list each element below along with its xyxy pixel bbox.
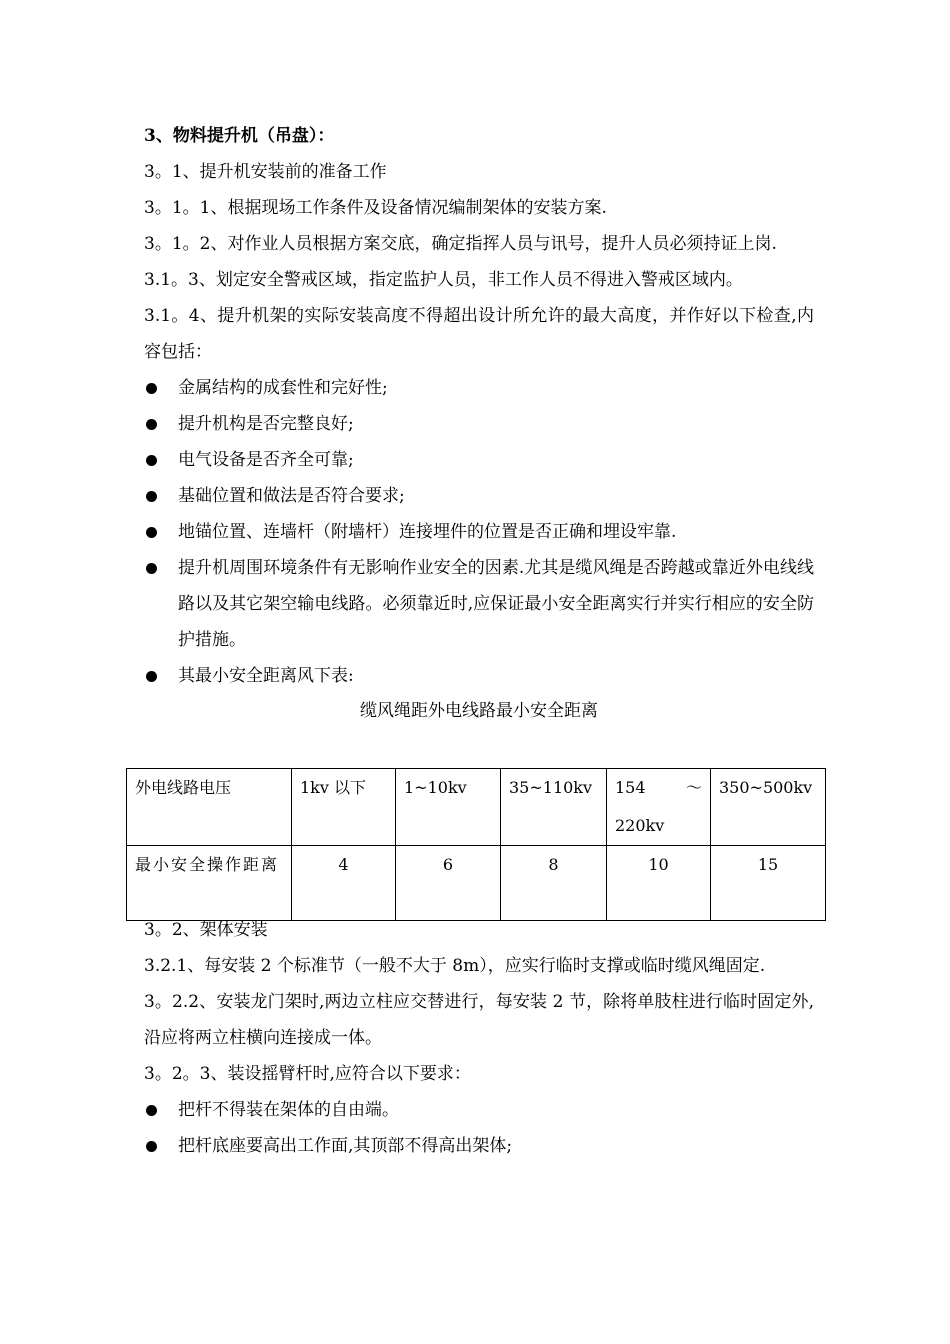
document-body [144,118,814,726]
section-2 [144,912,814,1164]
paragraph: 3。2、架体安装 [144,920,268,940]
paragraph: 3。1、提升机安装前的准备工作 [144,162,387,182]
bullet-icon [146,419,157,430]
check-item-text: 把杆底座要高出工作面,其顶部不得高出架体; [178,1136,513,1156]
distance-cell: 10 [607,846,711,921]
distance-cell: 4 [292,846,396,921]
voltage-cell: 1~10kv [396,769,501,846]
check-item-text: 地锚位置、连墙杆（附墙杆）连接埋件的位置是否正确和埋设牢靠. [178,522,677,542]
section-heading: 3、物料提升机（吊盘）： [144,126,335,146]
check-item-text: 其最小安全距离风下表: [178,666,354,686]
check-item-text: 提升机周围环境条件有无影响作业安全的因素.尤其是缆风绳是否跨越或靠近外电线线路以及其它架空输电线路。必须靠近时,应保证最小安全距离实行并实行相应的安全防护措施。 [178,558,814,650]
check-item [144,1128,814,1164]
bullet-icon [146,563,157,574]
bullet-icon [146,383,157,394]
safety-distance-table [126,768,826,921]
check-item-text: 基础位置和做法是否符合要求; [178,486,405,506]
paragraph: 3。2。3、装设摇臂杆时,应符合以下要求： [144,1064,471,1084]
voltage-cell: 154 ～220kv [607,769,711,846]
check-item [144,1092,814,1128]
paragraph: 3。2.2、安装龙门架时,两边立柱应交替进行，每安装 2 节，除将单肢柱进行临时固定外,沿应将两立柱横向连接成一体。 [144,992,814,1048]
voltage-cell: 350~500kv [711,769,826,846]
bullet-icon [146,671,157,682]
check-item [144,514,814,550]
bullet-icon [146,1141,157,1152]
bullet-icon [146,1105,157,1116]
check-item [144,658,814,694]
table-row [127,846,826,921]
distance-cell: 8 [501,846,607,921]
row-label-distance: 最小安全操作距离 [127,846,292,921]
bullet-icon [146,455,157,466]
bullet-icon [146,491,157,502]
paragraph: 3。1。2、对作业人员根据方案交底，确定指挥人员与讯号，提升人员必须持证上岗. [144,234,777,254]
table-caption: 缆风绳距外电线路最小安全距离 [360,701,598,721]
distance-cell: 15 [711,846,826,921]
paragraph: 3.2.1、每安装 2 个标准节（一般不大于 8m），应实行临时支撑或临时缆风绳固定. [144,956,766,976]
check-item [144,478,814,514]
check-item [144,442,814,478]
voltage-cell: 35~110kv [501,769,607,846]
voltage-cell: 1kv 以下 [292,769,396,846]
check-item-text: 金属结构的成套性和完好性; [178,378,388,398]
check-item [144,370,814,406]
paragraph: 3.1。3、划定安全警戒区域，指定监护人员，非工作人员不得进入警戒区域内。 [144,270,743,290]
check-item-text: 提升机构是否完整良好; [178,414,354,434]
check-item [144,406,814,442]
paragraph: 3.1。4、提升机架的实际安装高度不得超出设计所允许的最大高度，并作好以下检查,内容包括： [144,306,814,362]
check-item [144,550,814,658]
check-item-text: 把杆不得装在架体的自由端。 [178,1100,399,1120]
paragraph: 3。1。1、根据现场工作条件及设备情况编制架体的安装方案. [144,198,607,218]
distance-cell: 6 [396,846,501,921]
check-item-text: 电气设备是否齐全可靠; [178,450,354,470]
bullet-icon [146,527,157,538]
table-row [127,769,826,846]
row-label-voltage: 外电线路电压 [127,769,292,846]
